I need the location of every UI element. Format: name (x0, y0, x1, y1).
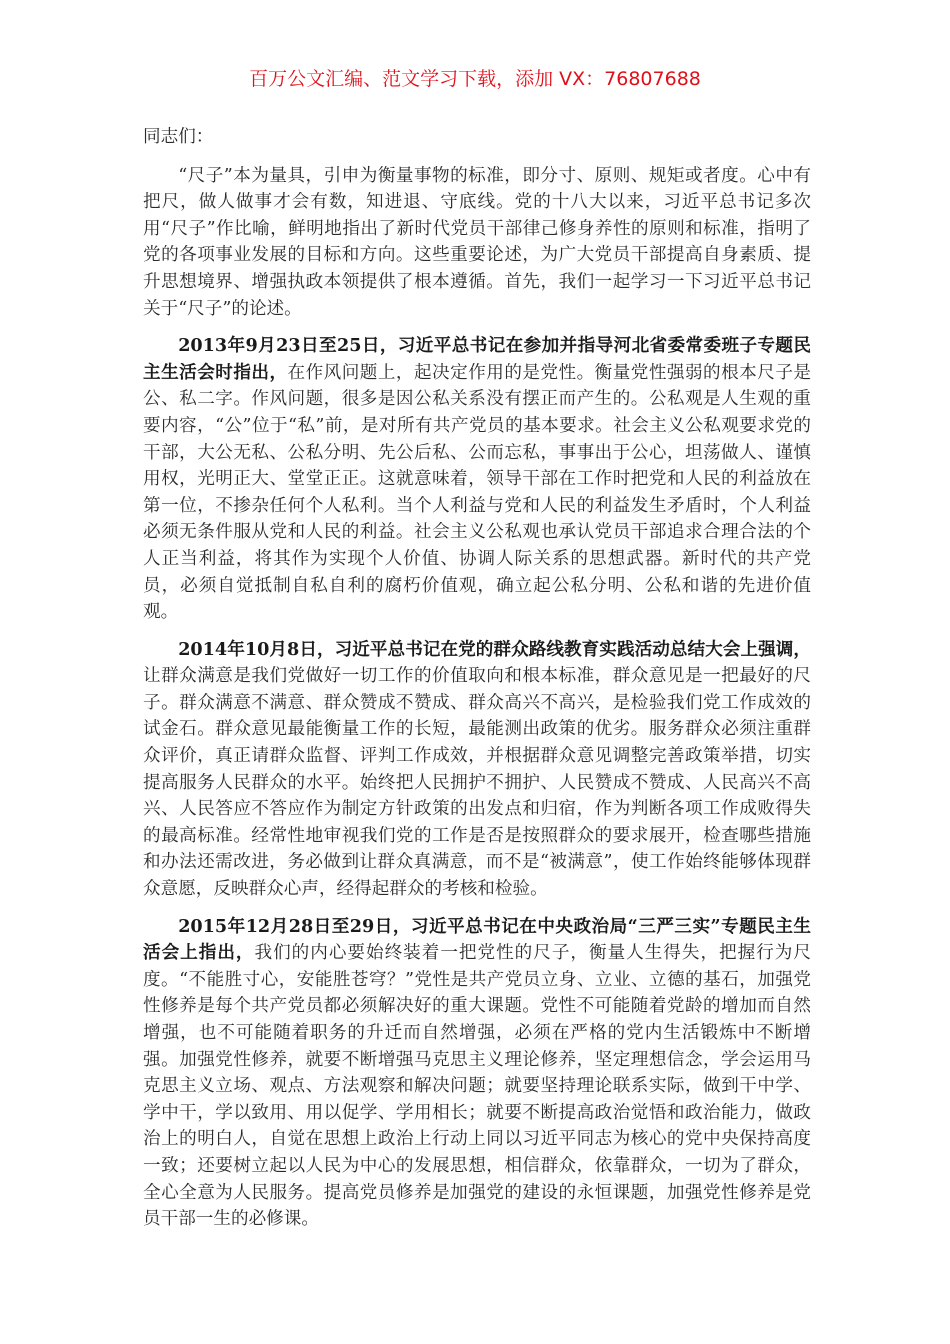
paragraph-body: 让群众满意是我们党做好一切工作的价值取向和根本标准，群众意见是一把最好的尺子。群众满意不满意、群众赞成不赞成、群众高兴不高兴，是检验我们党工作成效的试金石。群众意见最能衡量工作的长短，最能测出政策的优劣。服务群众必须注重群众评价，真正请群众监督、评判工作成效，并根据群众意见调整完善政策举措，切实提高服务人民群众的水平。始终把人民拥护不拥护、人民赞成不赞成、人民高兴不高兴、人民答应不答应作为制定方针政策的出发点和归宿，作为判断各项工作成败得失的最高标准。经常性地审视我们党的工作是否是按照群众的要求展开，检查哪些措施和办法还需改进，务必做到让群众真满意，而不是“被满意”，使工作始终能够体现群众意愿，反映群众心声，经得起群众的考核和检验。 (143, 666, 811, 900)
salutation: 同志们： (143, 127, 214, 147)
paragraph-2013 (143, 333, 811, 626)
paragraph-body: 在作风问题上，起决定作用的是党性。衡量党性强弱的根本尺子是公、私二字。作风问题，很多是因公私关系没有摆正而产生的。公私观是人生观的重要内容，“公”位于“私”前，是对所有共产党员的基本要求。社会主义公私观要求党的干部，大公无私、公私分明、先公后私、公而忘私，事事出于公心，坦荡做人、谨慎用权，光明正大、堂堂正正。这就意味着，领导干部在工作时把党和人民的利益放在第一位，不掺杂任何个人私利。当个人利益与党和人民的利益发生矛盾时，个人利益必须无条件服从党和人民的利益。社会主义公私观也承认党员干部追求合理合法的个人正当利益，将其作为实现个人价值、协调人际关系的思想武器。新时代的共产党员，必须自觉抵制自私自利的腐朽价值观，确立起公私分明、公私和谐的先进价值观。 (143, 362, 811, 623)
paragraph-lead: 2015年12月28日至29日，习近平总书记在中央政治局“三严三实”专题民主生活会上指出， (143, 915, 811, 964)
paragraph-lead: 2014年10月8日，习近平总书记在党的群众路线教育实践活动总结大会上强调， (178, 638, 811, 660)
paragraph-intro (143, 163, 811, 323)
paragraph-lead: 2013年9月23日至25日，习近平总书记在参加并指导河北省委常委班子专题民主生活会时指出， (143, 335, 811, 383)
watermark-banner: 百万公文汇编、范文学习下载，添加 VX：76807688 (249, 68, 701, 90)
paragraph-2015 (143, 914, 811, 1233)
paragraph-body: “尺子”本为量具，引申为衡量事物的标准，即分寸、原则、规矩或者度。心中有把尺，做人做事才会有数，知进退、守底线。党的十八大以来，习近平总书记多次用“尺子”作比喻，鲜明地指出了新时代党员干部律己修身养性的原则和标准，指明了党的各项事业发展的目标和方向。这些重要论述，为广大党员干部提高自身素质、提升思想境界、增强执政本领提供了根本遵循。首先，我们一起学习一下习近平总书记关于“尺子”的论述。 (143, 165, 811, 319)
paragraph-body: 我们的内心要始终装着一把党性的尺子，衡量人生得失，把握行为尺度。“不能胜寸心，安能胜苍穹？”党性是共产党员立身、立业、立德的基石，加强党性修养是每个共产党员都必须解决好的重大课题。党性不可能随着党龄的增加而自然增强，也不可能随着职务的升迁而自然增强，必须在严格的党内生活锻炼中不断增强。加强党性修养，就要不断增强马克思主义理论修养，坚定理想信念，学会运用马克思主义立场、观点、方法观察和解决问题；就要坚持理论联系实际，做到干中学、学中干，学以致用、用以促学、学用相长；就要不断提高政治觉悟和政治能力，做政治上的明白人，自觉在思想上政治上行动上同以习近平同志为核心的党中央保持高度一致；还要树立起以人民为中心的发展思想，相信群众，依靠群众，一切为了群众，全心全意为人民服务。提高党员修养是加强党的建设的永恒课题，加强党性修养是党员干部一生的必修课。 (143, 943, 811, 1230)
document-body (143, 124, 811, 1244)
paragraph-2014 (143, 637, 811, 903)
